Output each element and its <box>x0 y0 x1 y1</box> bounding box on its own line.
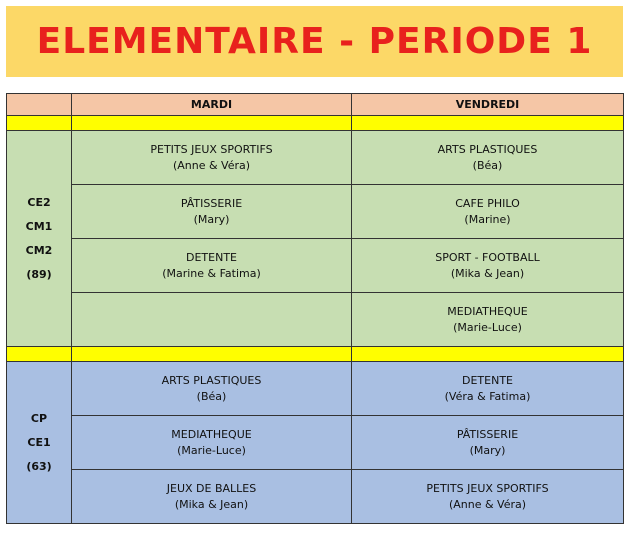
header-vendredi: VENDREDI <box>352 94 624 116</box>
group-label-cell <box>7 362 72 524</box>
activity-staff: (Marine) <box>464 212 511 226</box>
table-row <box>7 239 624 293</box>
separator-row <box>7 116 624 131</box>
table-row <box>7 131 624 185</box>
activity-staff: (Mika & Jean) <box>174 497 249 511</box>
activity-name: JEUX DE BALLES <box>166 481 257 495</box>
activity-name: ARTS PLASTIQUES <box>161 373 262 387</box>
activity-cell <box>352 362 624 416</box>
group-label: CE1 <box>27 435 51 449</box>
activity-name: PÂTISSERIE <box>180 196 243 210</box>
schedule-table <box>6 93 624 524</box>
activity-cell <box>72 185 352 239</box>
activity-staff: (Anne & Véra) <box>172 158 251 172</box>
activity-name: DETENTE <box>462 373 513 387</box>
activity-name: PETITS JEUX SPORTIFS <box>426 481 549 495</box>
table-row <box>7 470 624 524</box>
activity-cell <box>352 416 624 470</box>
activity-staff: (Béa) <box>472 158 503 172</box>
activity-cell <box>352 131 624 185</box>
activity-cell <box>72 362 352 416</box>
group-label: (63) <box>26 459 52 473</box>
activity-cell <box>72 416 352 470</box>
activity-staff: (Marie-Luce) <box>453 320 522 334</box>
activity-name: CAFE PHILO <box>455 196 520 210</box>
activity-cell <box>352 470 624 524</box>
table-row <box>7 293 624 347</box>
activity-cell-empty <box>72 293 352 347</box>
activity-name: DETENTE <box>186 250 237 264</box>
activity-cell <box>72 239 352 293</box>
table-row <box>7 185 624 239</box>
activity-staff: (Véra & Fatima) <box>444 389 531 403</box>
separator-row <box>7 347 624 362</box>
activity-staff: (Marie-Luce) <box>177 443 246 457</box>
activity-name: SPORT - FOOTBALL <box>435 250 540 264</box>
header-mardi: MARDI <box>72 94 352 116</box>
activity-staff: (Anne & Véra) <box>448 497 527 511</box>
activity-cell <box>352 239 624 293</box>
table-row <box>7 362 624 416</box>
page-title: ELEMENTAIRE - PERIODE 1 <box>36 21 593 62</box>
activity-staff: (Mika & Jean) <box>450 266 525 280</box>
title-banner <box>6 6 623 77</box>
header-row <box>7 94 624 116</box>
group-label: CM2 <box>25 243 53 257</box>
activity-cell <box>72 131 352 185</box>
activity-name: MEDIATHEQUE <box>447 304 528 318</box>
activity-staff: (Mary) <box>193 212 230 226</box>
activity-staff: (Mary) <box>469 443 506 457</box>
table-row <box>7 416 624 470</box>
group-label-cell <box>7 131 72 347</box>
activity-cell <box>352 185 624 239</box>
activity-name: MEDIATHEQUE <box>171 427 252 441</box>
header-corner-cell <box>7 94 72 116</box>
activity-name: ARTS PLASTIQUES <box>437 142 538 156</box>
activity-staff: (Béa) <box>196 389 227 403</box>
activity-cell <box>72 470 352 524</box>
activity-cell <box>352 293 624 347</box>
group-label: CP <box>30 411 48 425</box>
group-label: CM1 <box>25 219 53 233</box>
activity-staff: (Marine & Fatima) <box>162 266 261 280</box>
activity-name: PETITS JEUX SPORTIFS <box>150 142 273 156</box>
activity-name: PÂTISSERIE <box>456 427 519 441</box>
group-label: (89) <box>26 267 52 281</box>
group-label: CE2 <box>27 195 51 209</box>
